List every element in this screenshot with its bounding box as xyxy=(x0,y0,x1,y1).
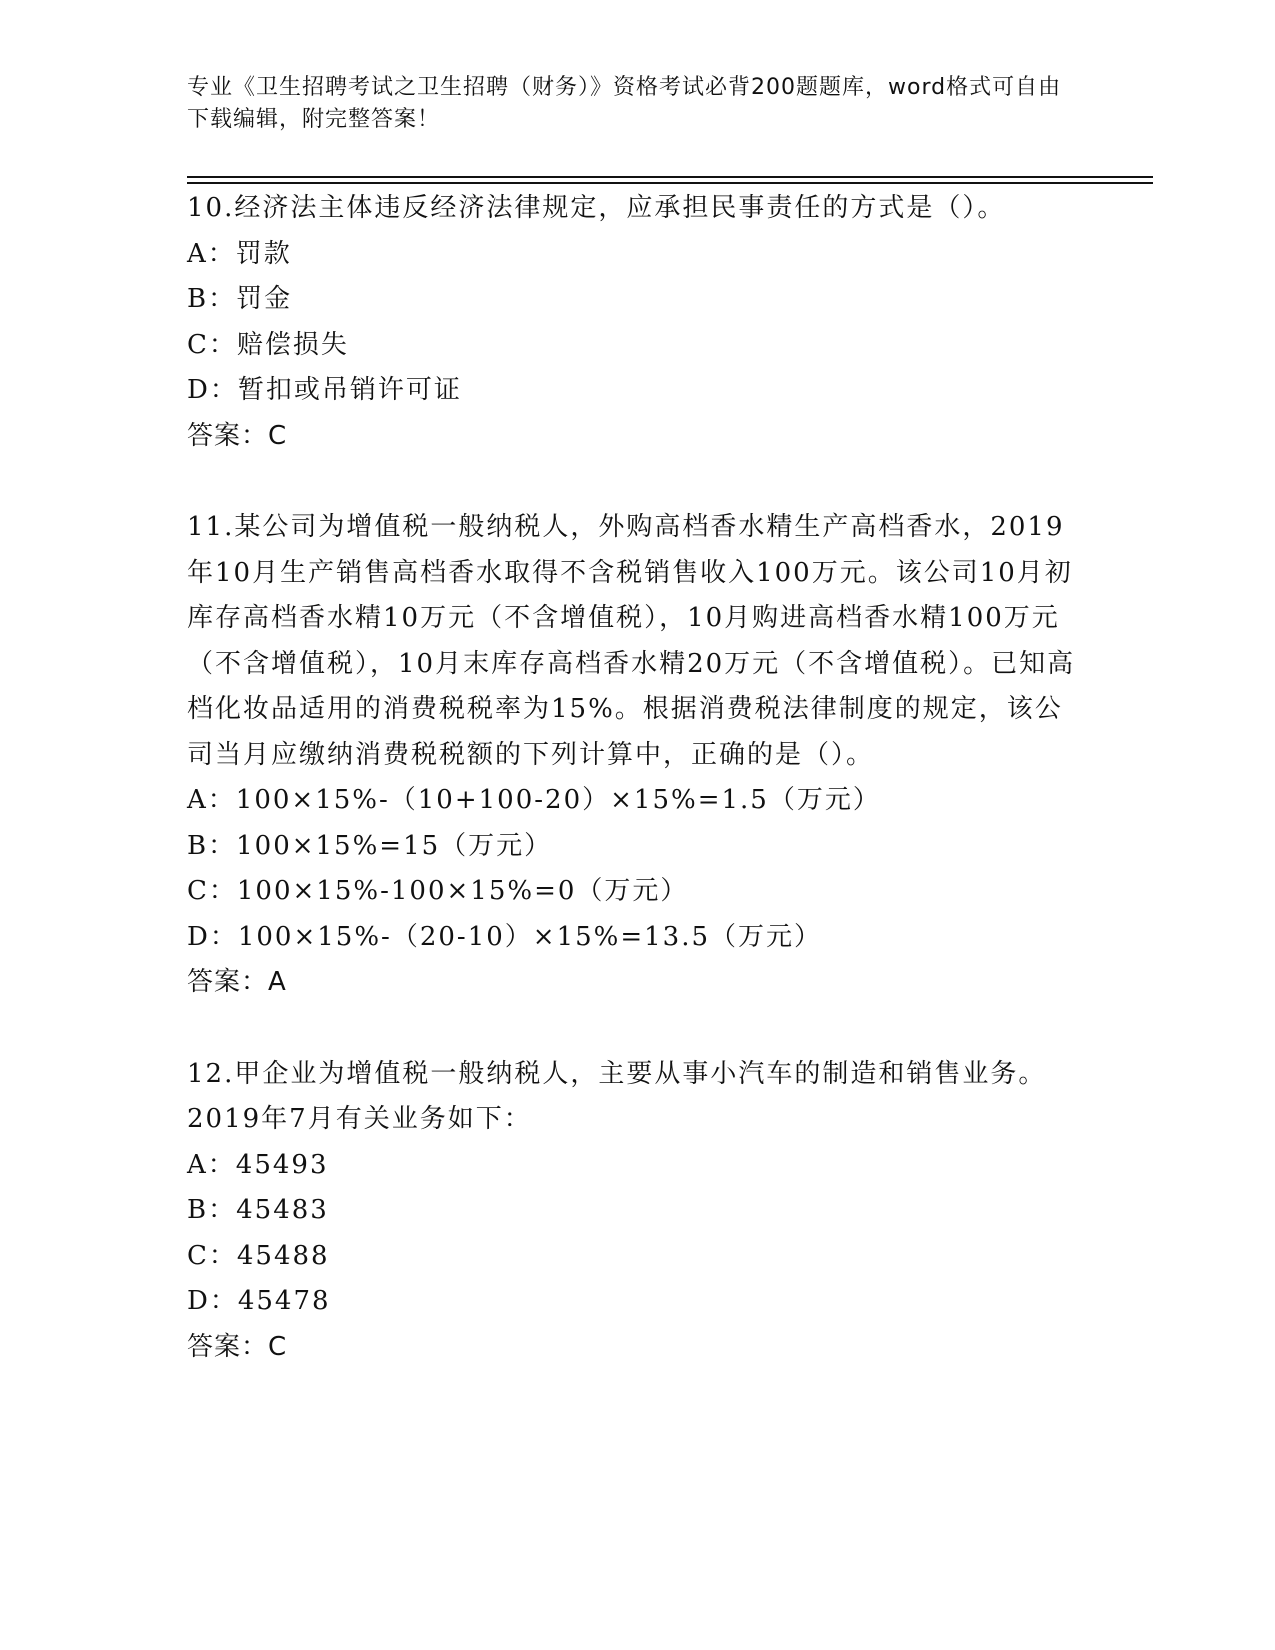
header-divider-bottom xyxy=(187,182,1153,184)
question-stem: 11.某公司为增值税一般纳税人，外购高档香水精生产高档香水，2019年10月生产销售高档香水取得不含税销售收入100万元。该公司10月初库存高档香水精10万元（不含增值税），10月购进高档香水精100万元（不含增值税），10月末库存高档香水精20万元（不含增值税）。已知高档化妆品适用的消费税税率为15%。根据消费税法律制度的规定，该公司当月应缴纳消费税税额的下列计算中，正确的是（）。 xyxy=(187,512,1076,770)
option-d: D：45478 xyxy=(187,1286,331,1316)
option-c: C：赔偿损失 xyxy=(187,329,349,360)
answer-line: 答案：C xyxy=(187,420,288,451)
document-header: 专业《卫生招聘考试之卫生招聘（财务）》资格考试必背200题题库，word格式可自由下载编辑，附完整答案！ xyxy=(187,75,1062,132)
option-b: B：45483 xyxy=(187,1195,329,1225)
option-d: D：暂扣或吊销许可证 xyxy=(187,375,462,405)
option-d: D：100×15%-（20-10）×15%=13.5（万元） xyxy=(187,921,823,952)
answer-line: 答案：A xyxy=(187,967,287,997)
header-divider-top xyxy=(187,176,1153,178)
option-a: A：罚款 xyxy=(187,238,292,269)
question-12 xyxy=(187,1052,1077,1371)
option-a: A：45493 xyxy=(187,1149,329,1180)
question-stem: 12.甲企业为增值税一般纳税人，主要从事小汽车的制造和销售业务。2019年7月有关业务如下： xyxy=(187,1058,1047,1134)
option-a: A：100×15%-（10+100-20）×15%=1.5（万元） xyxy=(187,785,881,815)
question-stem: 10.经济法主体违反经济法律规定，应承担民事责任的方式是（）。 xyxy=(187,193,1006,223)
question-11 xyxy=(187,505,1077,1006)
option-c: C：45488 xyxy=(187,1240,330,1271)
option-b: B：罚金 xyxy=(187,284,293,314)
question-10 xyxy=(187,186,1077,459)
option-c: C：100×15%-100×15%=0（万元） xyxy=(187,876,689,906)
answer-line: 答案：C xyxy=(187,1331,288,1362)
option-b: B：100×15%=15（万元） xyxy=(187,830,553,861)
question-list xyxy=(187,186,1077,1416)
